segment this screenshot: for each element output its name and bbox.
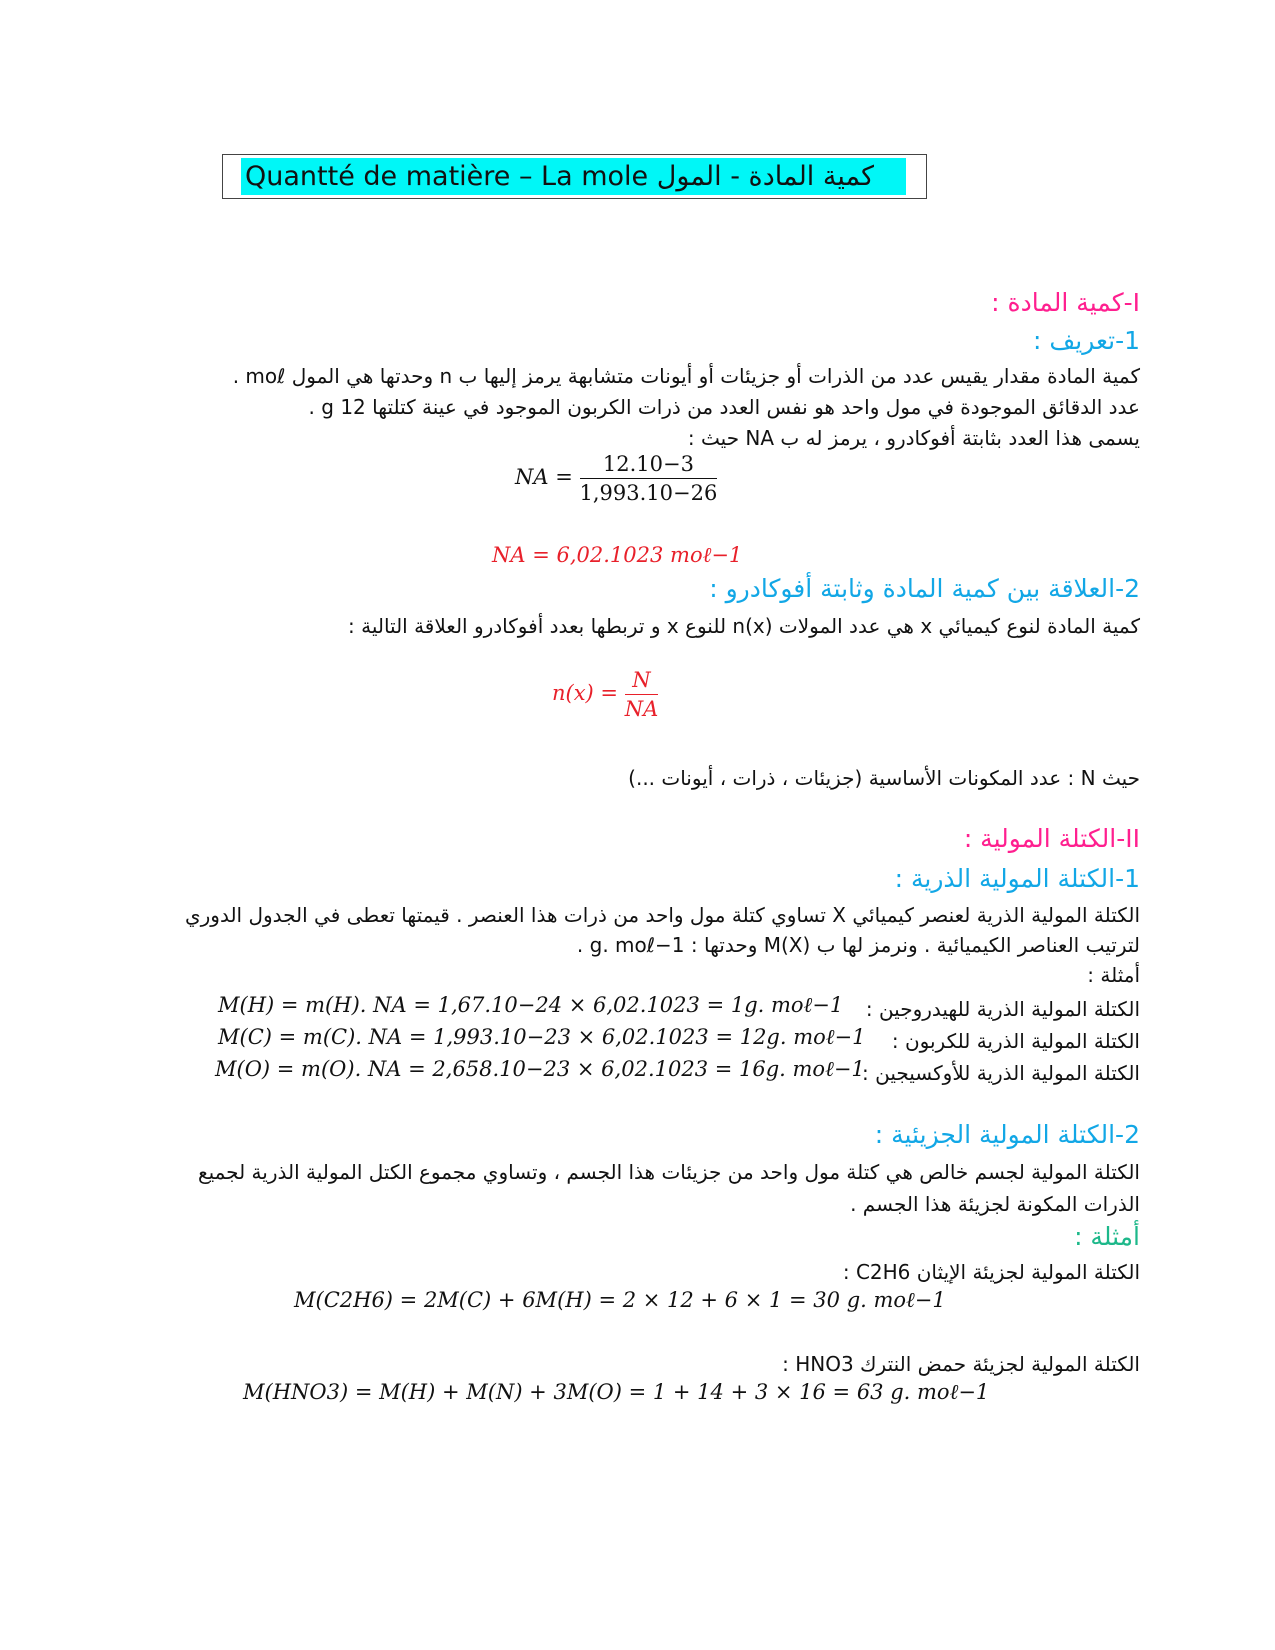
avogadro-result: NA = 6,02.1023 moℓ−1 (492, 543, 743, 567)
title-arabic: كمية المادة - المول (656, 161, 874, 192)
ethane-formula: M(C2H6) = 2M(C) + 6M(H) = 2 × 12 + 6 × 1 = 30 g. moℓ−1 (294, 1288, 946, 1312)
mole-formula-numerator: N (625, 668, 659, 695)
definition-line3: يسمى هذا العدد بثابتة أفوكادرو ، يرمز له ب NA حيث : (687, 426, 1140, 450)
example-o-label: الكتلة المولية الذرية للأوكسيجين : (862, 1061, 1140, 1085)
section2-heading: II-الكتلة المولية : (963, 824, 1140, 853)
section1-sub2-heading: 2-العلاقة بين كمية المادة وثابتة أفوكادرو : (709, 574, 1140, 603)
molecular-mass-line2: الذرات المكونة لجزيئة هذا الجسم . (850, 1192, 1140, 1216)
avogadro-fraction (515, 452, 717, 505)
example-h-formula: M(H) = m(H). NA = 1,67.10−24 × 6,02.1023 = 1g. moℓ−1 (218, 993, 844, 1017)
section1-heading: I-كمية المادة : (991, 288, 1140, 317)
nitric-label: الكتلة المولية لجزيئة حمض النترك HNO3 : (782, 1352, 1140, 1376)
atomic-examples-label: أمثلة : (1087, 963, 1140, 987)
section1-sub1-heading: 1-تعريف : (1033, 326, 1140, 355)
molecular-examples-label: أمثلة : (1074, 1222, 1140, 1251)
definition-line1: كمية المادة مقدار يقيس عدد من الذرات أو جزيئات أو أيونات متشابهة يرمز إليها ب n وحدتها هي المول moℓ . (232, 364, 1140, 388)
section2-sub1-heading: 1-الكتلة المولية الذرية : (894, 864, 1140, 893)
relation-note: حيث N : عدد المكونات الأساسية (جزيئات ، ذرات ، أيونات ...) (628, 766, 1140, 790)
atomic-mass-line1: الكتلة المولية الذرية لعنصر كيميائي X تساوي كتلة مول واحد من ذرات هذا العنصر . قيمتها تعطى في الجدول الدوري (184, 903, 1140, 927)
mole-formula-denominator: NA (624, 697, 659, 721)
atomic-mass-line2: لترتيب العناصر الكيميائية . ونرمز لها ب M(X) وحدتها : g. moℓ−1 . (576, 933, 1140, 957)
example-c-formula: M(C) = m(C). NA = 1,993.10−23 × 6,02.1023 = 12g. moℓ−1 (218, 1025, 866, 1049)
page-title (245, 159, 874, 195)
nitric-formula: M(HNO3) = M(H) + M(N) + 3M(O) = 1 + 14 + 3 × 16 = 63 g. moℓ−1 (243, 1380, 990, 1404)
section2-sub2-heading: 2-الكتلة المولية الجزيئية : (874, 1120, 1140, 1149)
ethane-label: الكتلة المولية لجزيئة الإيثان C2H6 : (842, 1260, 1140, 1284)
relation-line1: كمية المادة لنوع كيميائي x هي عدد المولات n(x) للنوع x و تربطها بعدد أفوكادرو العلاقة التالية : (348, 614, 1140, 638)
avogadro-lhs: NA = (515, 465, 573, 489)
avogadro-numerator: 12.10−3 (580, 452, 718, 479)
definition-line2: عدد الدقائق الموجودة في مول واحد هو نفس العدد من ذرات الكربون الموجود في عينة كتلتها 12 g . (308, 395, 1140, 419)
mole-formula-lhs: n(x) = (552, 681, 619, 705)
example-h-label: الكتلة المولية الذرية للهيدروجين : (865, 997, 1140, 1021)
example-c-label: الكتلة المولية الذرية للكربون : (891, 1029, 1140, 1053)
example-o-formula: M(O) = m(O). NA = 2,658.10−23 × 6,02.1023 = 16g. moℓ−1 (215, 1057, 865, 1081)
mole-formula (552, 668, 658, 721)
title-latin: Quantté de matière – La mole (245, 161, 649, 192)
title-box (222, 154, 927, 199)
avogadro-denominator: 1,993.10−26 (579, 481, 718, 505)
molecular-mass-line1: الكتلة المولية لجسم خالص هي كتلة مول واحد من جزيئات هذا الجسم ، وتساوي مجموع الكتل المولية الذرية لجميع (197, 1160, 1140, 1184)
